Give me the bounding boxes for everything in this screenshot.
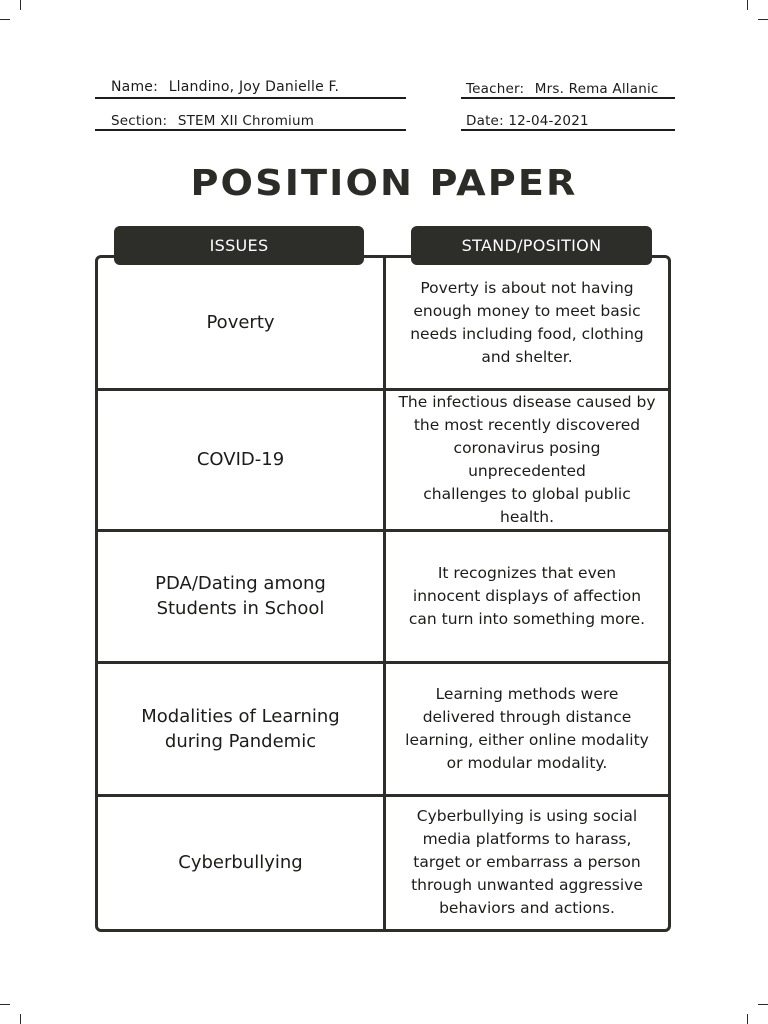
date-field [466,113,589,129]
crop-mark [0,19,10,20]
section-value: STEM XII Chromium [177,113,315,129]
section-label: Section: [111,113,168,129]
crop-mark [20,1014,21,1024]
stand-column-header: STAND/POSITION [411,226,652,265]
teacher-value: Mrs. Rema Allanic [534,81,659,97]
name-underline [95,97,406,99]
stand-cell: Poverty is about not having enough money to meet basic needs including food, clothing and shelter. [386,258,668,391]
name-field [111,79,339,95]
crop-mark [20,0,21,10]
stand-cell: It recognizes that even innocent displays of affection can turn into something more. [386,532,668,665]
section-field [111,113,314,129]
crop-mark [0,1004,10,1005]
teacher-underline [461,97,675,99]
date-value: 12-04-2021 [508,113,589,129]
position-table [95,255,671,932]
crop-mark [747,0,748,10]
crop-mark [758,19,768,20]
issue-cell: Cyberbullying [98,797,386,930]
stand-cell: Learning methods were delivered through distance learning, either online modality or modular modality. [386,664,668,797]
stand-cell: The infectious disease caused by the most recently discovered coronavirus posing unprecedented challenges to global public health. [386,391,668,532]
crop-mark [747,1014,748,1024]
issue-cell: COVID-19 [98,391,386,532]
page-title: POSITION PAPER [190,163,578,204]
section-underline [95,129,406,131]
crop-mark [758,1004,768,1005]
name-label: Name: [111,79,159,95]
issue-cell: PDA/Dating among Students in School [98,532,386,665]
name-value: Llandino, Joy Danielle F. [168,79,340,95]
date-underline [461,129,675,131]
issue-cell: Poverty [98,258,386,391]
teacher-field [466,81,659,97]
date-label: Date: [466,113,504,129]
stand-cell: Cyberbullying is using social media platforms to harass, target or embarrass a person through unwanted aggressive behaviors and actions. [411,807,643,918]
teacher-label: Teacher: [466,81,525,97]
issues-column-header: ISSUES [114,226,364,265]
issue-cell: Modalities of Learning during Pandemic [98,664,386,797]
